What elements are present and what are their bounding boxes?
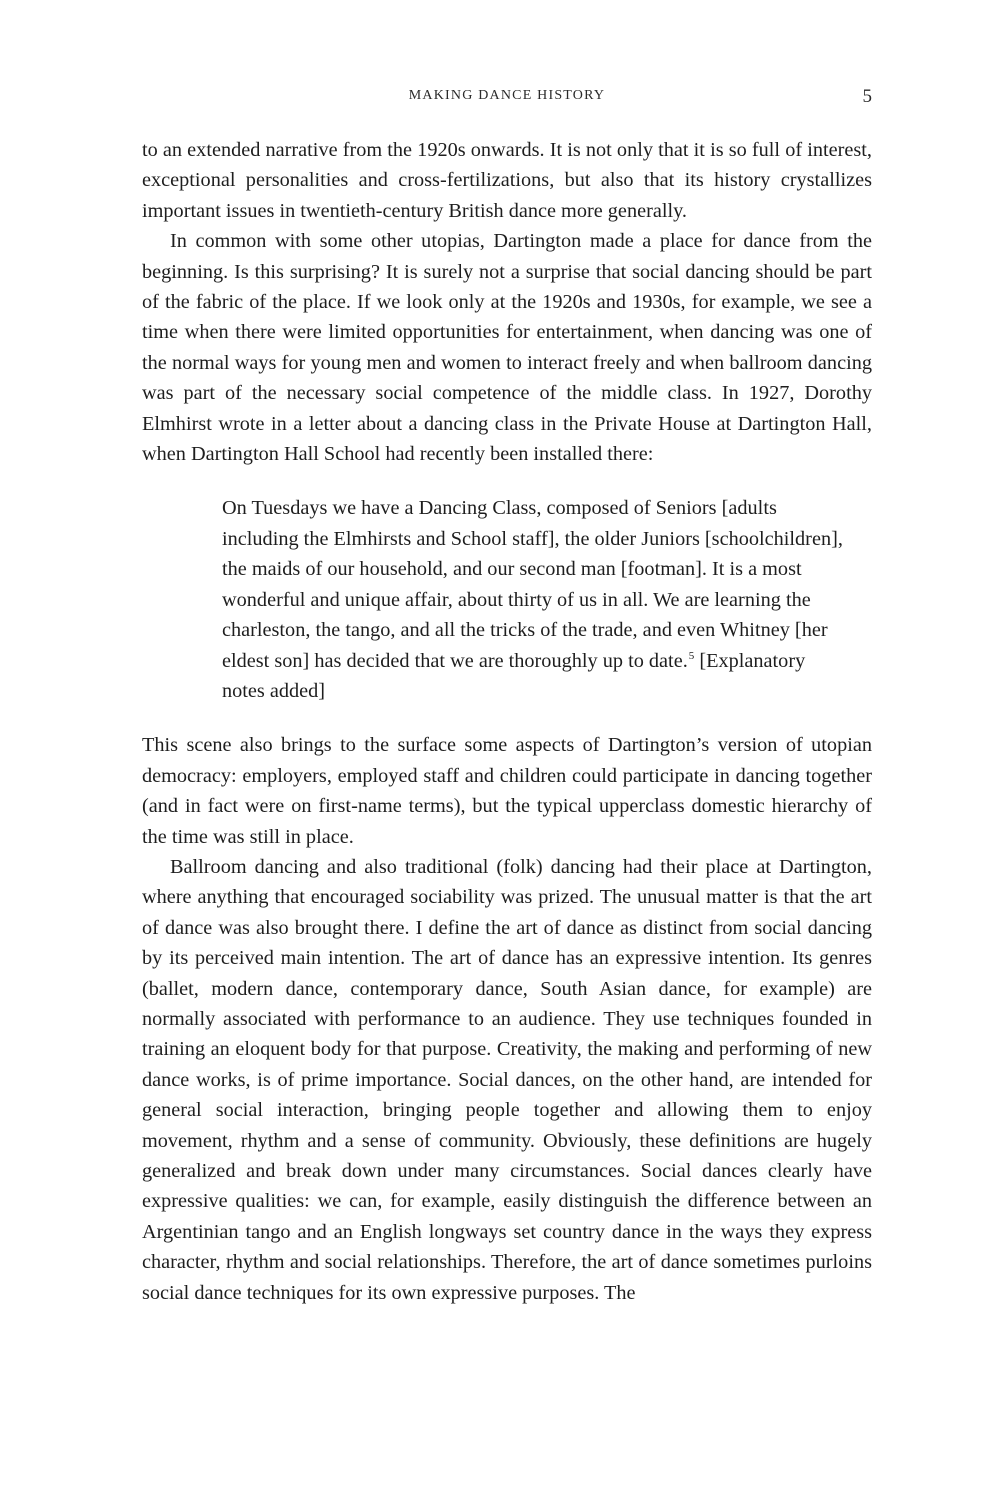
quote-editorial-note: [Explanatory notes added] [222, 649, 806, 702]
paragraph-utopian-democracy: This scene also brings to the surface some aspects of Dartington’s version of utopian democracy: employers, employed staff and children could participate in dancing together (and in fact were on first-name terms), but the typical upperclass domestic hierarchy of the time was still in place. [142, 734, 872, 848]
running-title: MAKING DANCE HISTORY [408, 88, 606, 103]
footnote-reference: 5 [688, 649, 695, 662]
paragraph-dance-at-dartington: In common with some other utopias, Dartington made a place for dance from the beginning. Is this surprising? It is surely not a surprise that social dancing should be part of the fabric of the place. If we look only at the 1920s and 1930s, for example, we see a time when there were limited opportunities for entertainment, when dancing was one of the normal ways for young men and women to interact freely and when ballroom dancing was part of the necessary social competence of the middle class. In 1927, Dorothy Elmhirst wrote in a letter about a dancing class in the Private House at Dartington Hall, when Dartington Hall School had recently been installed there: [142, 230, 872, 466]
body-text [142, 135, 872, 1308]
block-quote [222, 493, 846, 706]
block-quote-text [222, 493, 846, 706]
paragraph-continued: to an extended narrative from the 1920s onwards. It is not only that it is so full of interest, exceptional personalities and cross-fertilizations, but also that its history crystallizes important issues in twentieth-century British dance more generally. [142, 139, 872, 222]
page-number: 5 [862, 86, 872, 107]
quote-body: On Tuesdays we have a Dancing Class, composed of Seniors [adults including the Elmhirsts and School staff], the older Juniors [schoolchildren], the maids of our household, and our second man [footman]. It is a most wonderful and unique affair, about thirty of us in all. We are learning the charleston, the tango, and all the tricks of the trade, and even Whitney [her eldest son] has decided that we are thoroughly up to date. [222, 497, 843, 672]
paragraph-art-of-dance: Ballroom dancing and also traditional (folk) dancing had their place at Dartington, where anything that encouraged sociability was prized. The unusual matter is that the art of dance was also brought there. I define the art of dance as distinct from social dancing by its perceived main intention. The art of dance has an expressive intention. Its genres (ballet, modern dance, contemporary dance, South Asian dance, for example) are normally associated with performance to an audience. They use techniques founded in training an eloquent body for that purpose. Creativity, the making and performing of new dance works, is of prime importance. Social dances, on the other hand, are intended for general social interaction, bringing people together and allowing them to enjoy movement, rhythm and a sense of community. Obviously, these definitions are hugely generalized and break down under many circumstances. Social dances clearly have expressive qualities: we can, for example, easily distinguish the difference between an Argentinian tango and an English longways set country dance in the ways they express character, rhythm and social relationships. Therefore, the art of dance sometimes purloins social dance techniques for its own expressive purposes. The [142, 855, 872, 1304]
running-head [142, 88, 872, 110]
